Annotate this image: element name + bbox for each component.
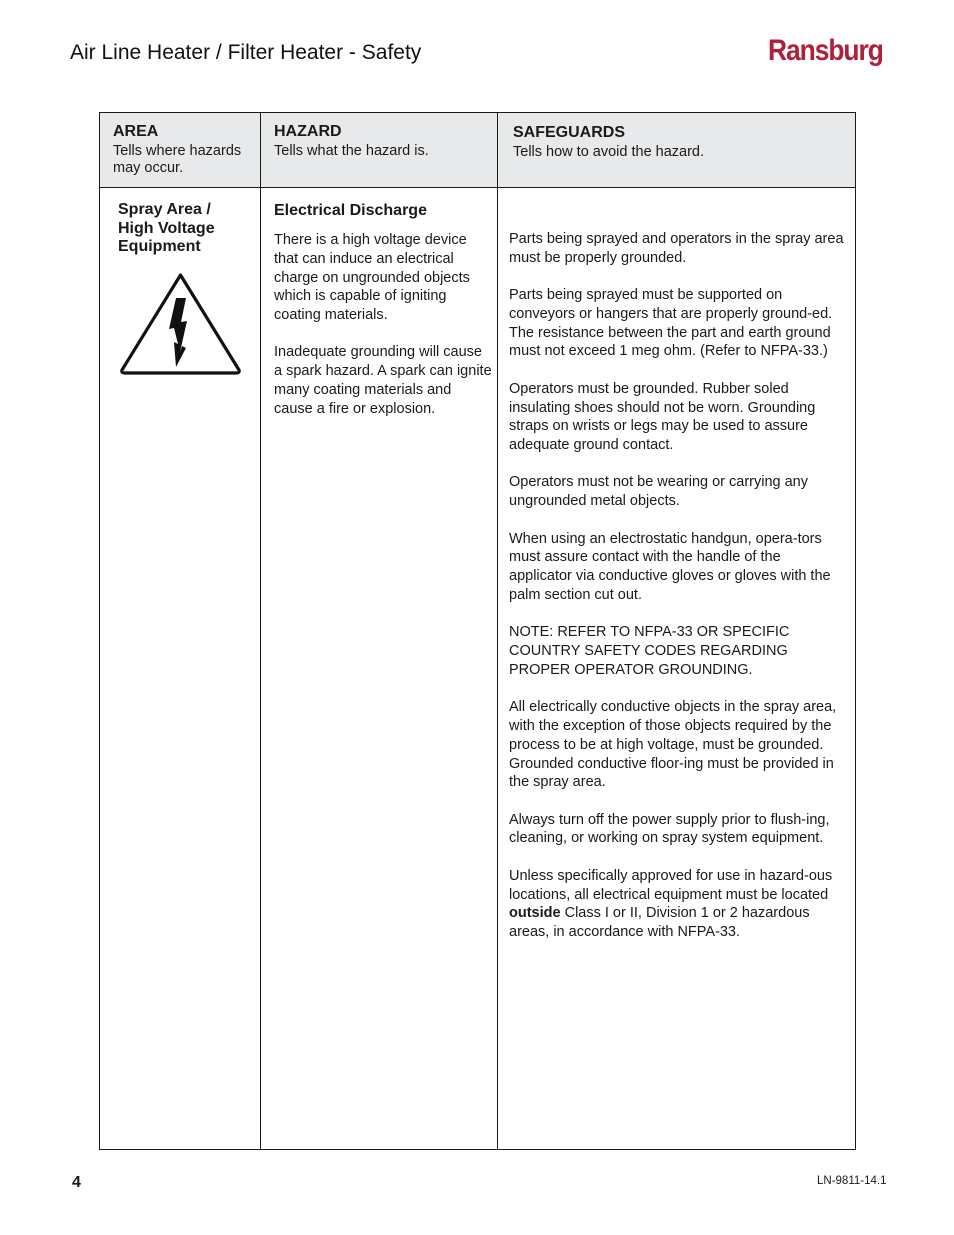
safeguard-paragraph-last [509,867,847,942]
safeguard-text: Unless specifically approved for use in hazard-ous locations, all electrical equipment must be located [509,867,833,903]
hazard-paragraph: Inadequate grounding will cause a spark hazard. A spark can ignite many coating materials and cause a fire or explosion. [274,344,492,417]
header-area-title: AREA [113,123,159,140]
hazard-paragraph: There is a high voltage device that can induce an electrical charge on ungrounded objects which is capable of igniting coating materials. [274,232,470,324]
header-safeguards-title: SAFEGUARDS [513,124,626,141]
header-safeguards-description: Tells how to avoid the hazard. [513,144,705,160]
safeguard-note: NOTE: REFER TO NFPA-33 OR SPECIFIC COUNTRY SAFETY CODES REGARDING PROPER OPERATOR GROUNDING. [509,624,790,678]
safeguard-paragraph: Operators must be grounded. Rubber soled insulating shoes should not be worn. Grounding straps on wrists or legs may be used to assure adequate ground contact. [509,380,816,454]
header-hazard-title: HAZARD [274,123,342,140]
page-number: 4 [72,1174,81,1191]
header-hazard-description: Tells what the hazard is. [274,143,429,159]
header-area [113,122,253,176]
safeguard-paragraph: All electrically conductive objects in the spray area, with the exception of those objects required by the process to be at high voltage, must be grounded. Grounded conductive floor-ing must be provided in the spray area. [509,699,837,791]
header-safeguards [513,123,843,161]
column-divider [497,113,498,1149]
safeguards-cell [509,230,847,960]
safeguard-text: Class I or II, Division 1 or 2 hazardous areas, in accordance with NFPA-33. [509,905,810,941]
safeguard-emphasis: outside [509,905,561,922]
safeguard-paragraph: Parts being sprayed must be supported on conveyors or hangers that are properly ground-ed. The resistance between the part and earth ground must not exceed 1 meg ohm. (Refer to NFPA-33.) [509,287,833,360]
safety-table [99,112,856,1150]
high-voltage-warning-icon [117,270,244,376]
page-title: Air Line Heater / Filter Heater - Safety [70,41,422,64]
header-area-description: Tells where hazards may occur. [113,143,242,176]
header-hazard [274,122,489,160]
area-name: Spray Area / High Voltage Equipment [118,201,215,255]
safeguard-paragraph: Always turn off the power supply prior to flush-ing, cleaning, or working on spray system equipment. [509,811,830,847]
document-code: LN-9811-14.1 [817,1175,887,1187]
safeguard-paragraph: Parts being sprayed and operators in the spray area must be properly grounded. [509,231,844,266]
column-divider [260,113,261,1149]
hazard-title: Electrical Discharge [274,202,427,219]
brand-logo: Ransburg [768,34,883,67]
safeguard-paragraph: When using an electrostatic handgun, opera-tors must assure contact with the handle of the applicator via conductive gloves or gloves with the palm section cut out. [509,530,831,603]
hazard-cell [274,201,492,437]
safeguard-paragraph: Operators must not be wearing or carrying any ungrounded metal objects. [509,474,808,510]
